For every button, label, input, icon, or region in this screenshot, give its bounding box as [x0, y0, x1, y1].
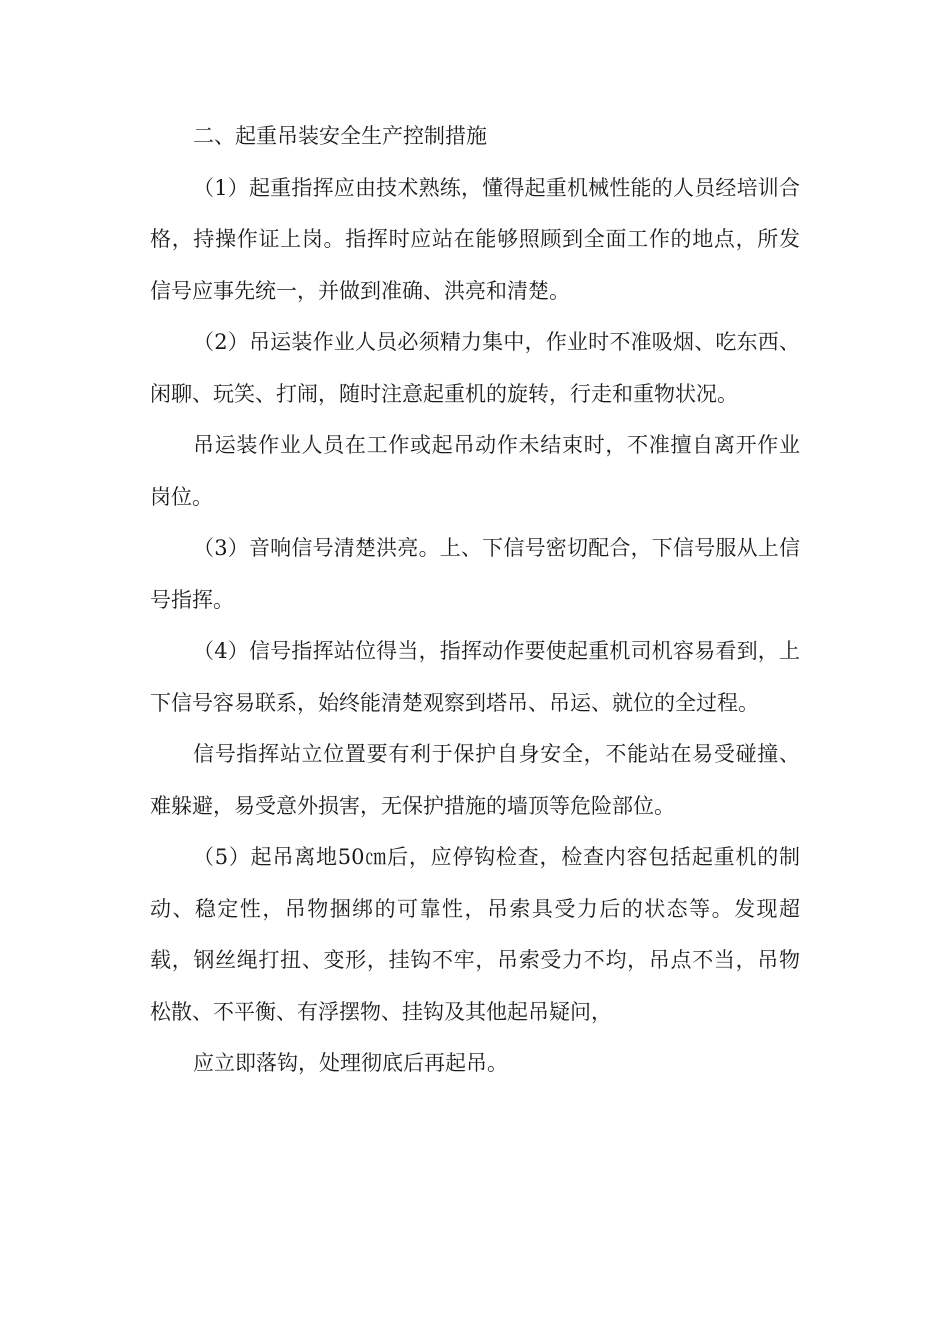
- paragraph-4: （3）音响信号清楚洪亮。上、下信号密切配合，下信号服从上信号指挥。: [150, 536, 800, 612]
- paragraph-8: 应立即落钩，处理彻底后再起吊。: [193, 1051, 508, 1075]
- document-body: [150, 111, 800, 1090]
- paragraph-7: （5）起吊离地50㎝后，应停钩检查，检查内容包括起重机的制动、稳定性，吊物捆绑的可靠性，吊索具受力后的状态等。发现超载，钢丝绳打扭、变形，挂钩不牢，吊索受力不均，吊点不当，吊物松散、不平衡、有浮摆物、挂钩及其他起吊疑问，: [150, 845, 800, 1024]
- paragraph-6: 信号指挥站立位置要有利于保护自身安全，不能站在易受碰撞、难躲避，易受意外损害，无保护措施的墙顶等危险部位。: [150, 742, 800, 818]
- paragraph-3: 吊运装作业人员在工作或起吊动作未结束时，不准擅自离开作业岗位。: [150, 433, 800, 509]
- paragraph-5: （4）信号指挥站位得当，指挥动作要使起重机司机容易看到，上下信号容易联系，始终能清楚观察到塔吊、吊运、就位的全过程。: [150, 639, 800, 715]
- paragraph-1: （1）起重指挥应由技术熟练，懂得起重机械性能的人员经培训合格，持操作证上岗。指挥时应站在能够照顾到全面工作的地点，所发信号应事先统一，并做到准确、洪亮和清楚。: [150, 175, 800, 303]
- section-heading: 二、起重吊装安全生产控制措施: [193, 124, 487, 148]
- paragraph-2: （2）吊运装作业人员必须精力集中，作业时不准吸烟、吃东西、闲聊、玩笑、打闹，随时注意起重机的旋转，行走和重物状况。: [150, 330, 800, 406]
